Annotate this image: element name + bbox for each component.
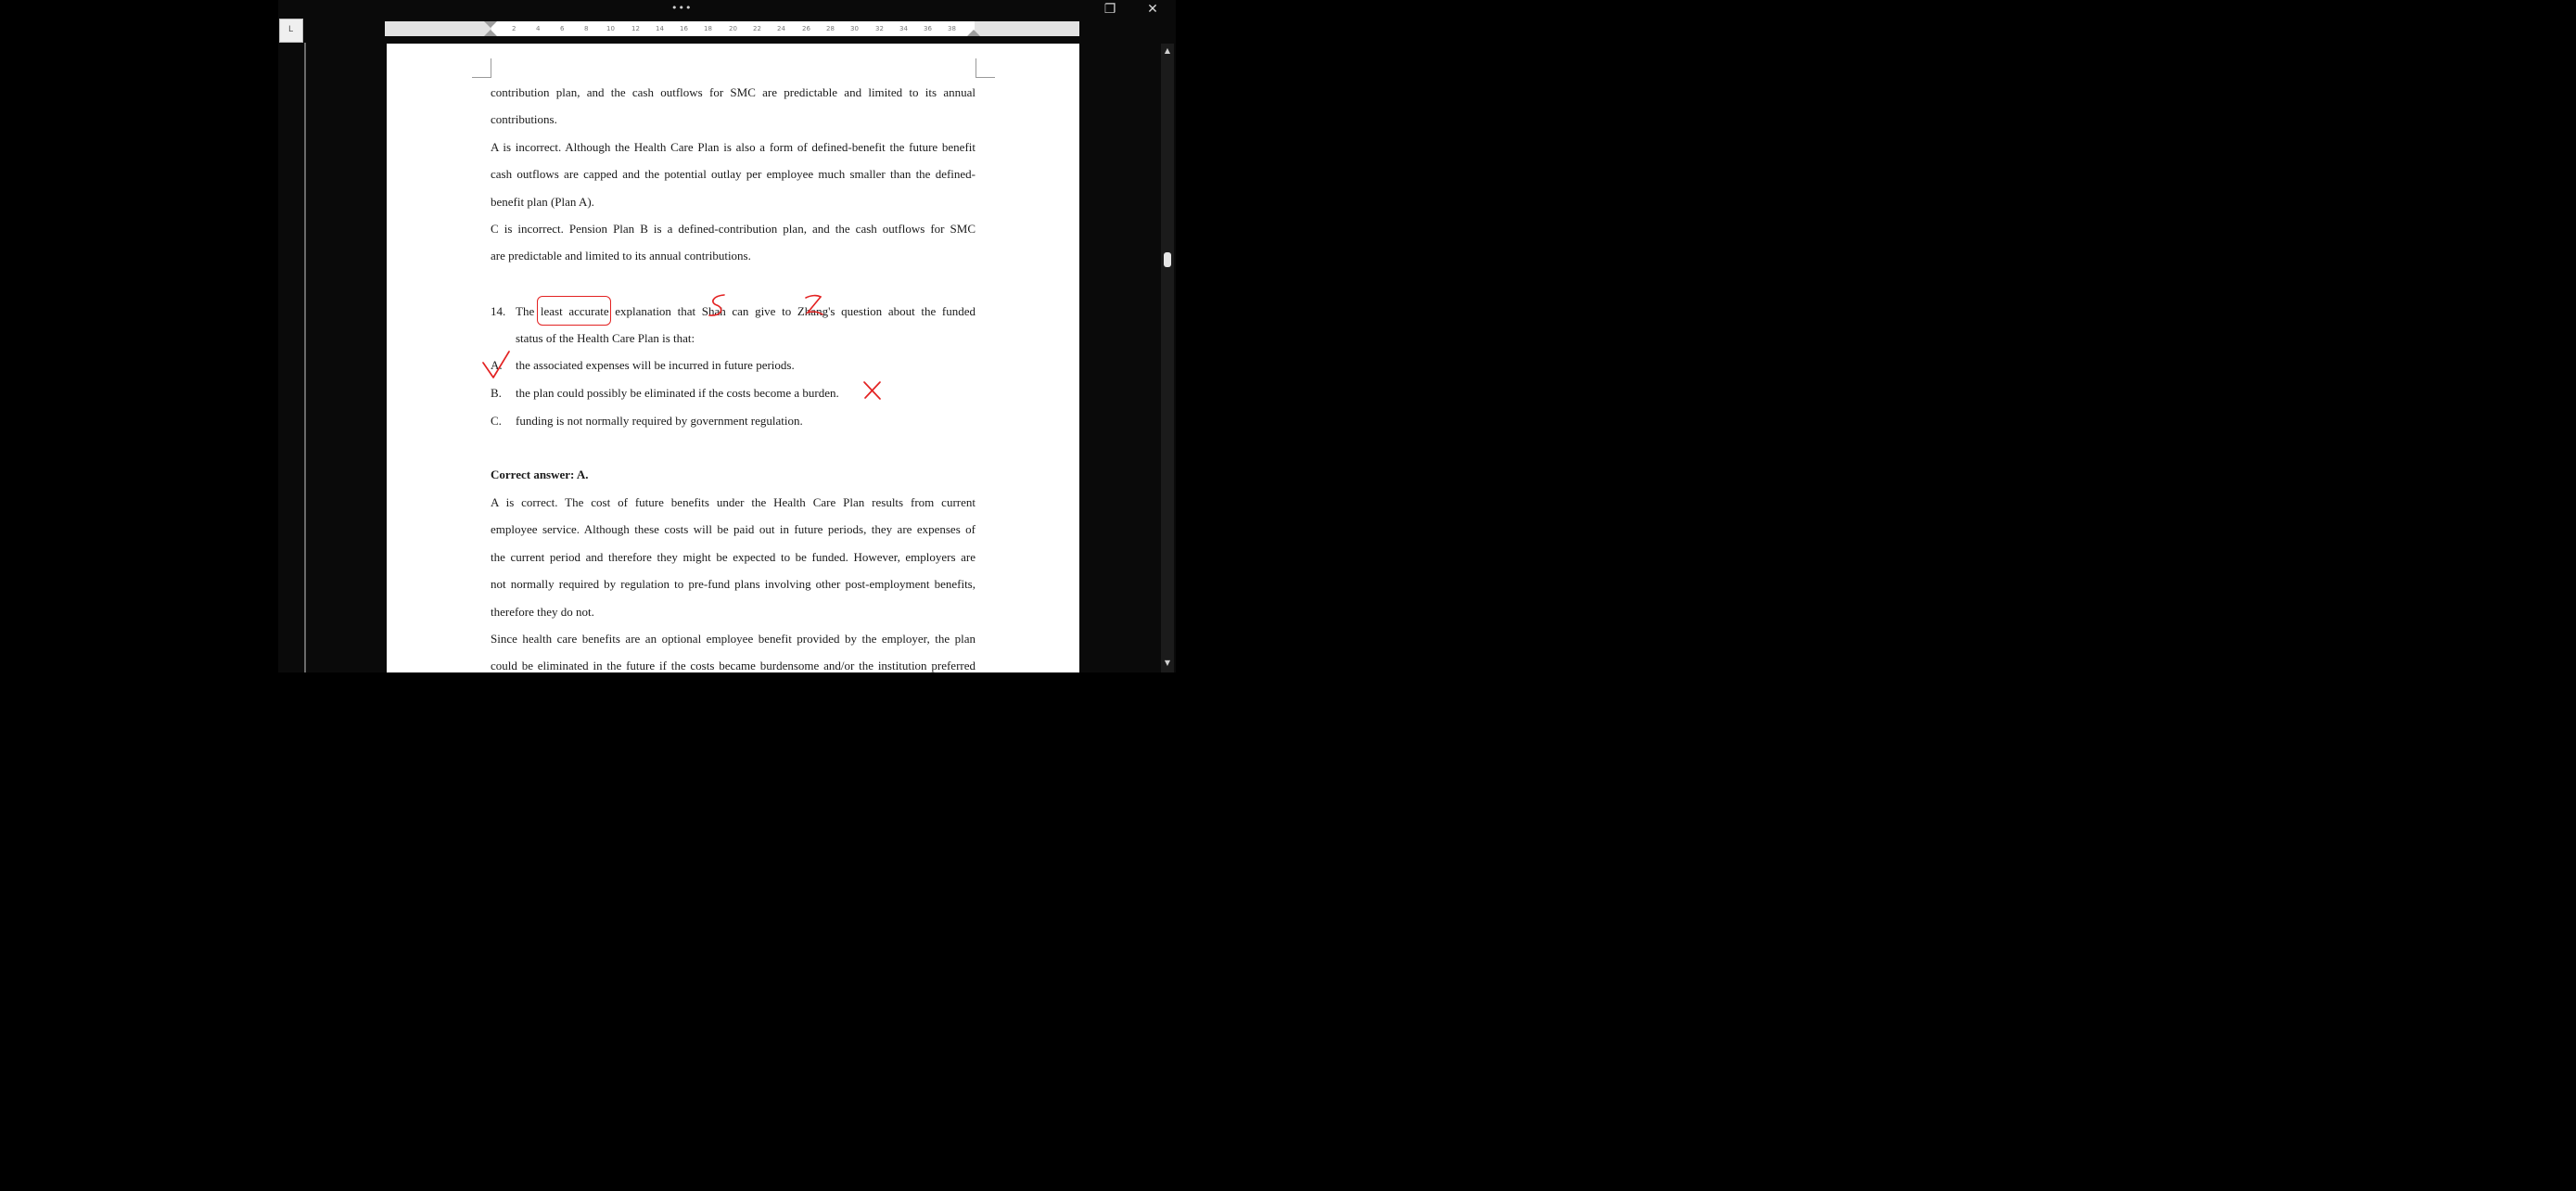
ruler-tick: 22 [753, 25, 761, 32]
highlight-box-annotation [537, 296, 611, 326]
body-text-line: C is incorrect. Pension Plan B is a defined-contribution plan, and the cash outflows for SMC [491, 222, 976, 236]
ruler-tick: 26 [802, 25, 810, 32]
handwritten-z-annotation [800, 290, 828, 322]
vertical-ruler [304, 43, 306, 672]
ruler-tick: 14 [656, 25, 664, 32]
restore-icon[interactable]: ❐ [1103, 2, 1116, 17]
ruler-tick: 16 [680, 25, 688, 32]
ruler-tick: 32 [875, 25, 884, 32]
ruler-tick: 12 [631, 25, 640, 32]
ruler-tick: 38 [948, 25, 956, 32]
option-text: funding is not normally required by government regulation. [516, 414, 803, 428]
answer-text-line: not normally required by regulation to pre-fund plans involving other post-employment benefits, [491, 577, 976, 591]
answer-heading: Correct answer: A. [491, 467, 589, 481]
first-line-indent-marker[interactable] [484, 21, 497, 28]
answer-text-line: could be eliminated in the future if the costs became burdensome and/or the institution preferred [491, 659, 976, 672]
left-indent-marker[interactable] [484, 30, 497, 36]
answer-text-line: A is correct. The cost of future benefits under the Health Care Plan results from current [491, 495, 976, 509]
tab-stop-icon: L [288, 25, 294, 34]
ruler-tick: 8 [584, 25, 589, 32]
question-stem-line: The least accurate explanation that Shah can give to Zhang's question about the funded [516, 304, 976, 318]
more-options-icon[interactable]: ••• [671, 2, 693, 14]
answer-text-line: employee service. Although these costs will be paid out in future periods, they are expenses of [491, 522, 976, 536]
question-number: 14. [491, 304, 506, 318]
ruler-tick: 6 [560, 25, 565, 32]
margin-corner-mark [976, 58, 995, 78]
ruler-tick: 34 [899, 25, 908, 32]
document-page[interactable] [387, 44, 1079, 672]
scrollbar-thumb[interactable] [1164, 252, 1171, 267]
ruler-tick: 10 [606, 25, 615, 32]
answer-text-line: the current period and therefore they might be expected to be funded. However, employers are [491, 550, 976, 564]
body-text-line: contribution plan, and the cash outflows for SMC are predictable and limited to its annual [491, 85, 976, 99]
margin-corner-mark [472, 58, 491, 78]
body-text-line: cash outflows are capped and the potential outlay per employee much smaller than the defined- [491, 167, 976, 181]
app [0, 0, 1454, 672]
close-icon[interactable]: ✕ [1147, 2, 1158, 17]
question-stem-line: status of the Health Care Plan is that: [516, 331, 695, 345]
answer-text-line: therefore they do not. [491, 605, 594, 619]
option-text: the plan could possibly be eliminated if the costs become a burden. [516, 386, 839, 400]
option-letter: A. [491, 358, 503, 372]
vertical-scrollbar[interactable] [1161, 44, 1174, 672]
checkmark-annotation [480, 350, 514, 381]
ruler-tick: 24 [777, 25, 785, 32]
option-text: the associated expenses will be incurred in future periods. [516, 358, 795, 372]
horizontal-ruler[interactable] [385, 21, 1079, 36]
ruler-tick: 18 [704, 25, 712, 32]
ruler-tick: 36 [924, 25, 932, 32]
ruler-tick: 4 [536, 25, 541, 32]
tab-selector[interactable] [279, 19, 303, 43]
ruler-tick: 30 [850, 25, 859, 32]
option-letter: C. [491, 414, 502, 428]
answer-text-line: Since health care benefits are an optional employee benefit provided by the employer, the plan [491, 632, 976, 646]
scroll-up-arrow-icon[interactable]: ▲ [1164, 46, 1171, 55]
title-bar [278, 0, 1176, 19]
body-text-line: contributions. [491, 112, 557, 126]
body-text-line: benefit plan (Plan A). [491, 195, 594, 209]
handwritten-s-annotation [702, 290, 735, 322]
body-text-line: A is incorrect. Although the Health Care Plan is also a form of defined-benefit the future benefit [491, 140, 976, 154]
cross-mark-annotation [861, 379, 885, 402]
ruler-tick: 20 [729, 25, 737, 32]
ruler-tick: 2 [512, 25, 516, 32]
ruler-tick: 28 [826, 25, 835, 32]
body-text-line: are predictable and limited to its annual contributions. [491, 249, 751, 263]
scroll-down-arrow-icon[interactable]: ▼ [1164, 659, 1171, 667]
option-letter: B. [491, 386, 502, 400]
right-indent-marker[interactable] [967, 30, 980, 36]
